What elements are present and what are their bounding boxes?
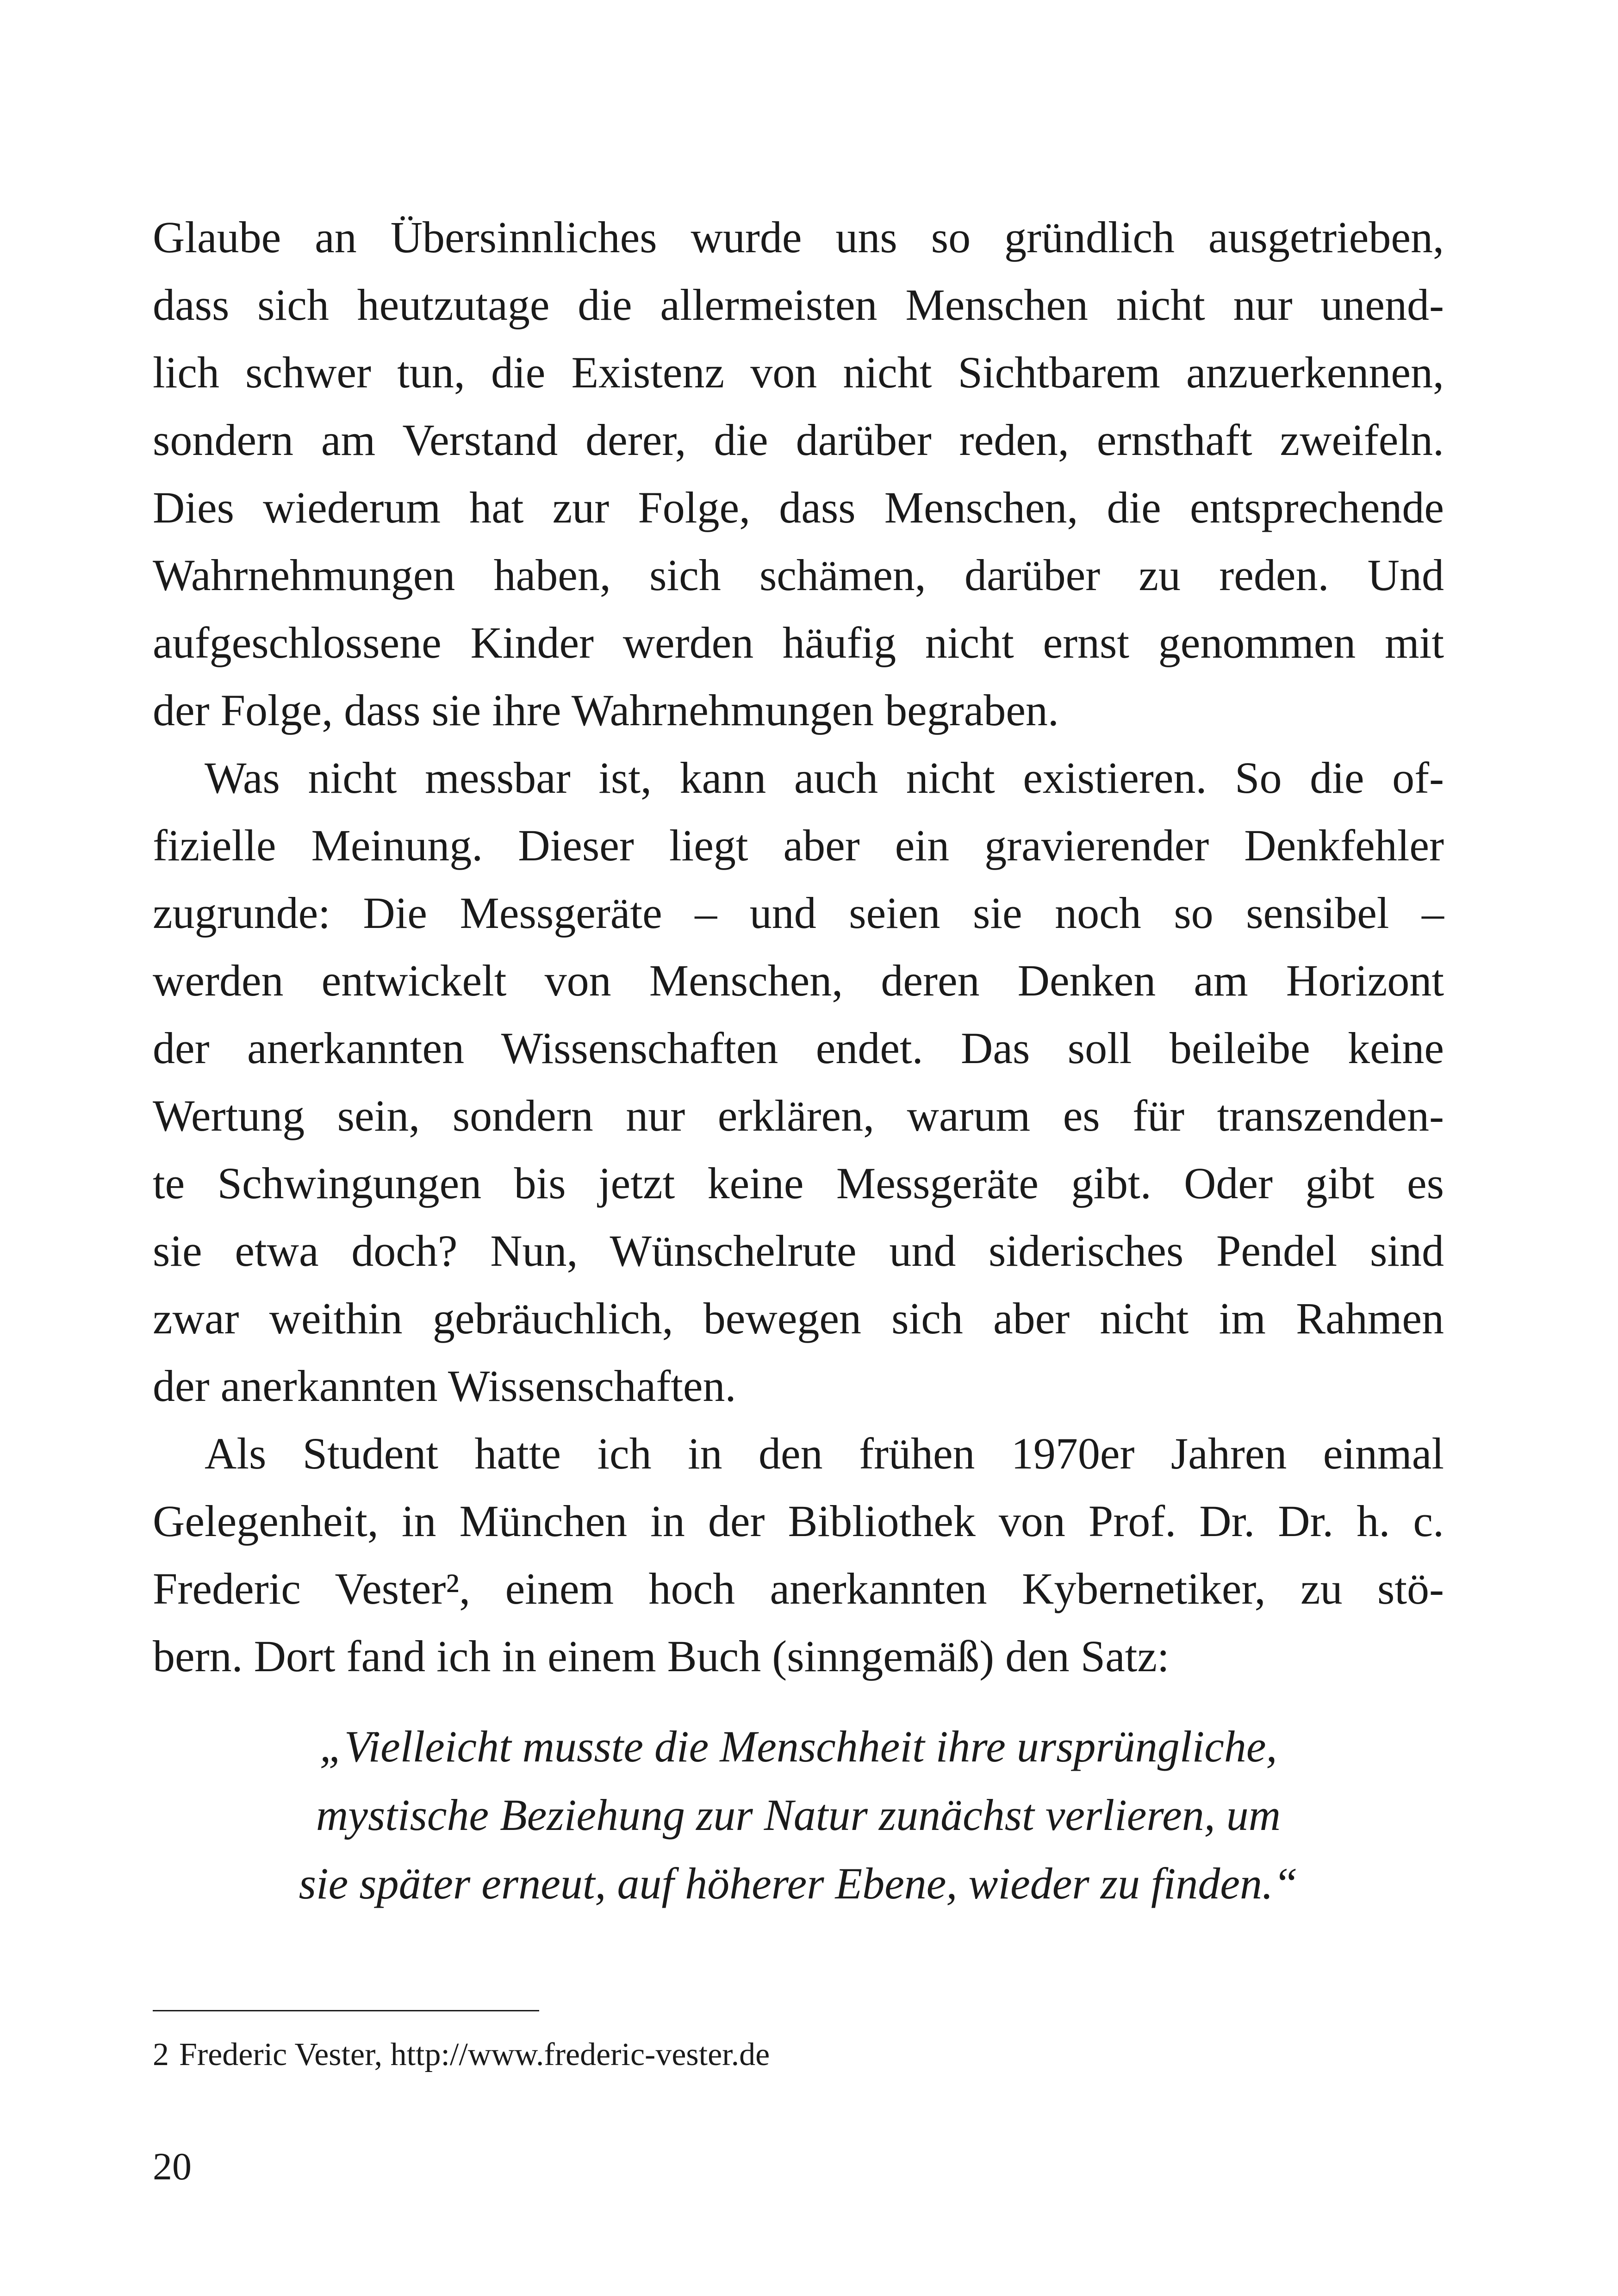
text-line: lich schwer tun, die Existenz von nicht Sichtbarem anzuerkennen, (153, 348, 1444, 397)
text-line: dass sich heutzutage die allermeisten Menschen nicht nur unend- (153, 280, 1444, 330)
quote-line: mystische Beziehung zur Natur zunächst verlieren, um (316, 1790, 1281, 1840)
text-line: Gelegenheit, in München in der Bibliothek von Prof. Dr. Dr. h. c. (153, 1496, 1444, 1546)
text-line: Wertung sein, sondern nur erklären, warum es für transzenden- (153, 1091, 1444, 1140)
quote-line: sie später erneut, auf höherer Ebene, wieder zu finden.“ (299, 1859, 1298, 1908)
text-line: Wahrnehmungen haben, sich schämen, darüber zu reden. Und (153, 550, 1444, 600)
text-line: Dies wiederum hat zur Folge, dass Menschen, die entsprechende (153, 483, 1444, 532)
footnote-divider (153, 2010, 539, 2011)
text-line: zwar weithin gebräuchlich, bewegen sich aber nicht im Rahmen (153, 1294, 1444, 1343)
text-line: Als Student hatte ich in den frühen 1970er Jahren einmal (205, 1429, 1444, 1478)
text-line: sie etwa doch? Nun, Wünschelrute und siderisches Pendel sind (153, 1226, 1444, 1276)
quote-line: „Vielleicht musste die Menschheit ihre ursprüngliche, (319, 1722, 1277, 1771)
block-quote (153, 1712, 1444, 1918)
page-number: 20 (153, 2145, 192, 2188)
text-line: aufgeschlossene Kinder werden häufig nicht ernst genommen mit (153, 618, 1444, 667)
text-line: bern. Dort fand ich in einem Buch (sinngemäß) den Satz: (153, 1631, 1170, 1681)
footnote-number: 2 (153, 2037, 169, 2072)
footnote (153, 2034, 770, 2076)
text-line: Was nicht messbar ist, kann auch nicht existieren. So die of- (205, 753, 1444, 803)
text-line: zugrunde: Die Messgeräte – und seien sie noch so sensibel – (153, 888, 1444, 938)
text-line: der Folge, dass sie ihre Wahrnehmungen begraben. (153, 685, 1059, 735)
text-line: der anerkannten Wissenschaften endet. Das soll beileibe keine (153, 1023, 1444, 1073)
text-line: sondern am Verstand derer, die darüber reden, ernsthaft zweifeln. (153, 415, 1444, 465)
text-line: te Schwingungen bis jetzt keine Messgeräte gibt. Oder gibt es (153, 1158, 1444, 1208)
text-line: werden entwickelt von Menschen, deren Denken am Horizont (153, 956, 1444, 1005)
text-line: fizielle Meinung. Dieser liegt aber ein gravierender Denkfehler (153, 821, 1444, 870)
text-line: der anerkannten Wissenschaften. (153, 1361, 736, 1411)
footnote-text: Frederic Vester, http://www.frederic-vester.de (179, 2037, 770, 2072)
body-text (153, 204, 1444, 1690)
text-line: Glaube an Übersinnliches wurde uns so gründlich ausgetrieben, (153, 212, 1444, 262)
text-line: Frederic Vester², einem hoch anerkannten Kybernetiker, zu stö- (153, 1564, 1444, 1613)
